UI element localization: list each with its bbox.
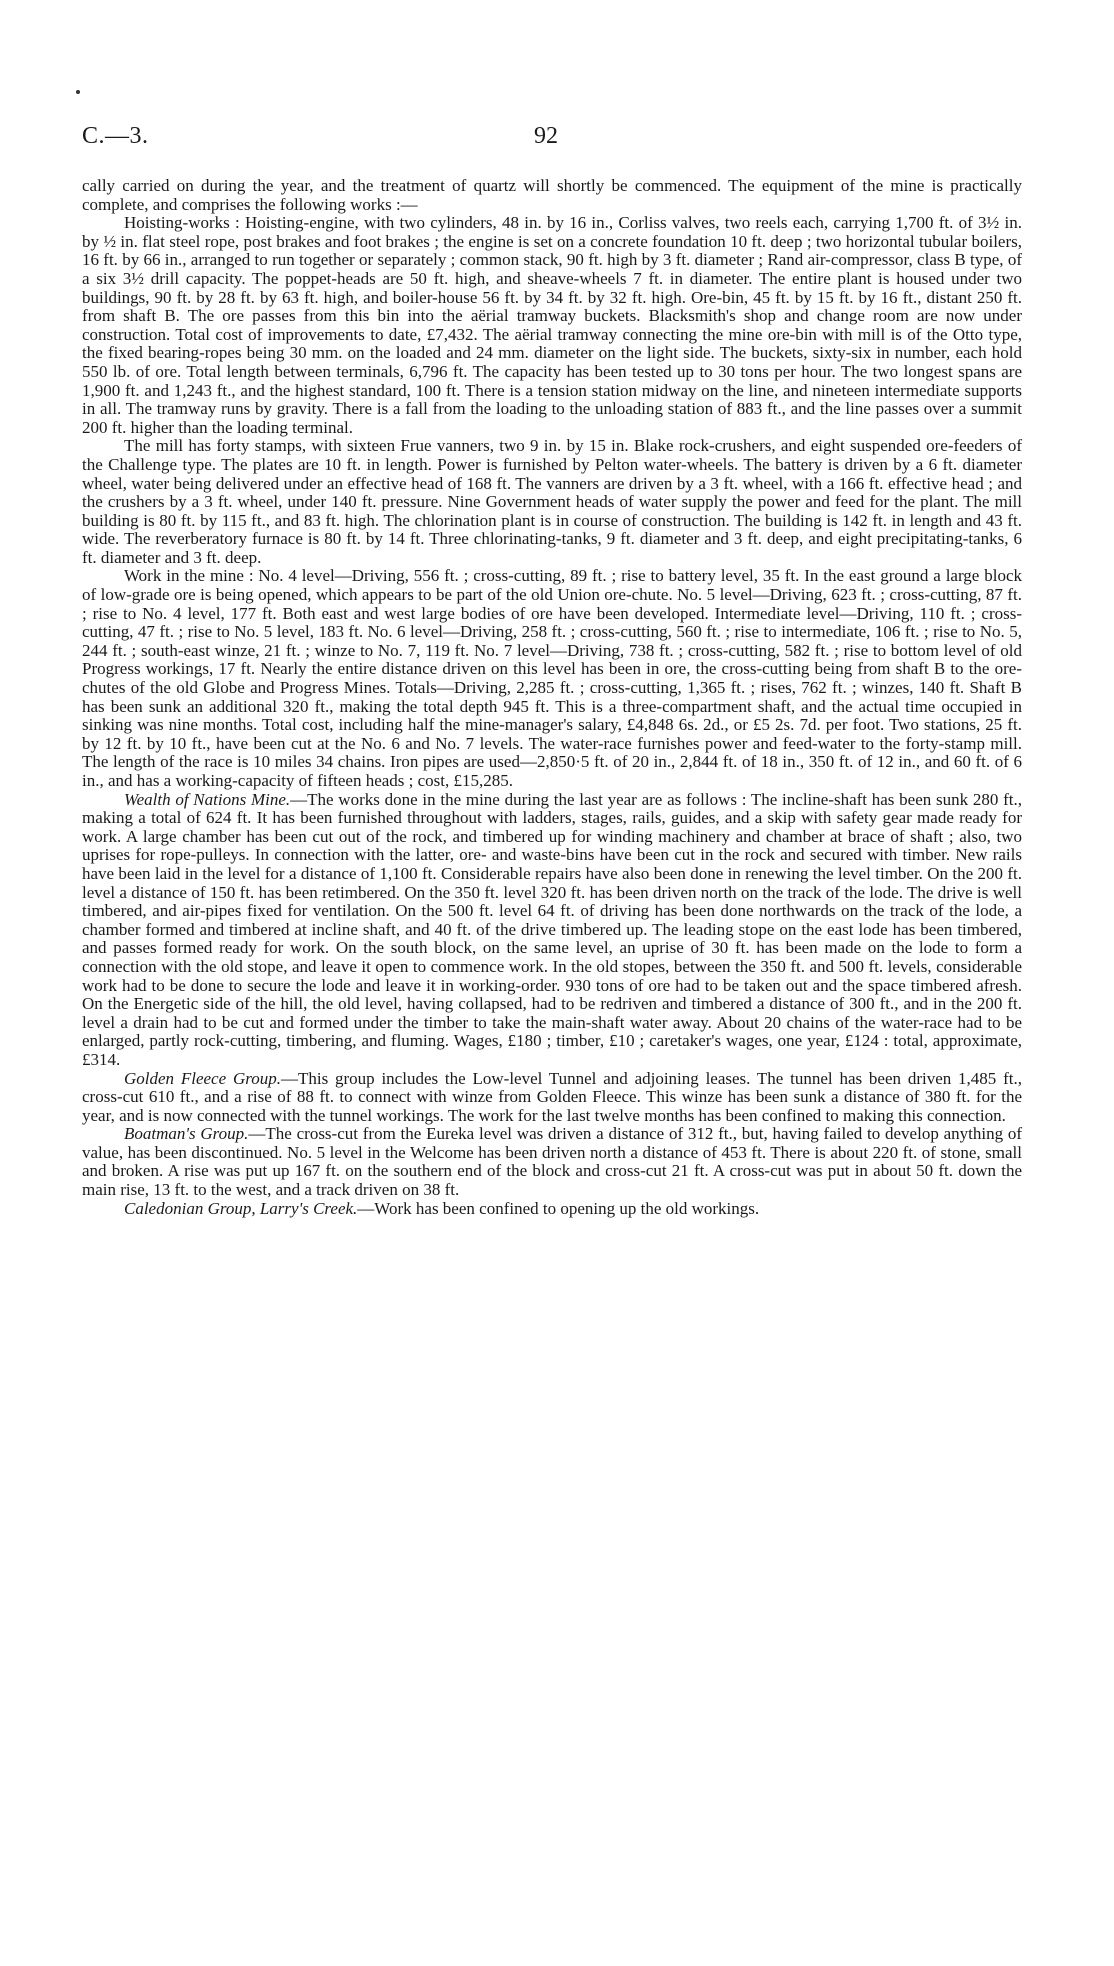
- section-heading: Wealth of Nations Mine.: [124, 789, 291, 809]
- margin-mark: [76, 90, 80, 94]
- paragraph-text: —The cross-cut from the Eureka level was driven a distance of 312 ft., but, having failed to develop anything of value, has been discontinued. No. 5 level in the Welcome has been driven north a distance of 453 ft. There is about 220 ft. of stone, small and broken. A rise was put up 167 ft. on the southern end of the block and cross-cut 21 ft. A cross-cut was put in about 50 ft. down the main rise, 13 ft. to the west, and a track driven on 38 ft.: [82, 1124, 1022, 1200]
- paragraph-boatmans-group: [82, 1125, 1022, 1199]
- section-heading: Boatman's Group.: [124, 1124, 249, 1144]
- section-heading: Golden Fleece Group.: [124, 1068, 281, 1088]
- document-reference: C.—3.: [82, 123, 149, 149]
- paragraph-work-in-mine: [82, 567, 1022, 790]
- paragraph-text: Hoisting-works : Hoisting-engine, with two cylinders, 48 in. by 16 in., Corliss valves, two reels each, carrying 1,700 ft. of 3½ in. by ½ in. flat steel rope, post brakes and foot brakes ; the engine is set on a concrete foundation 10 ft. deep ; two horizontal tubular boilers, 16 ft. by 66 in., arranged to run together or separately ; common stack, 90 ft. high by 3 ft. diameter ; Rand air-compressor, class B type, of a six 3½ drill capacity. The poppet-heads are 50 ft. high, and sheave-wheels 7 ft. in diameter. The entire plant is housed under two buildings, 90 ft. by 28 ft. by 63 ft. high, and boiler-house 56 ft. by 34 ft. by 32 ft. high. Ore-bin, 45 ft. by 15 ft. by 16 ft., distant 250 ft. from shaft B. The ore passes from this bin into the aërial tramway buckets. Blacksmith's shop and change room are now under construction. Total cost of improvements to date, £7,432. The aërial tramway connecting the mine ore-bin with mill is of the Otto type, the fixed bearing-ropes being 30 mm. on the loaded and 24 mm. diameter on the light side. The buckets, sixty-six in number, each hold 550 lb. of ore. Total length between terminals, 6,796 ft. The capacity has been tested up to 30 tons per hour. The two longest spans are 1,900 ft. and 1,243 ft., and the highest standard, 100 ft. There is a tension station midway on the line, and nineteen intermediate supports in all. The tramway runs by gravity. There is a fall from the loading to the unloading station of 883 ft., and the line passes over a summit 200 ft. higher than the loading terminal.: [82, 213, 1022, 437]
- paragraph-text: —Work has been confined to opening up the old workings.: [357, 1198, 760, 1218]
- paragraph-text: —This group includes the Low-level Tunnel and adjoining leases. The tunnel has been driven 1,485 ft., cross-cut 610 ft., and a rise of 88 ft. to connect with winze from Golden Fleece. This winze has been sunk a distance of 380 ft. for the year, and is now connected with the tunnel workings. The work for the last twelve months has been confined to making this connection.: [82, 1068, 1022, 1125]
- paragraph-text: —The works done in the mine during the last year are as follows : The incline-shaft has been sunk 280 ft., making a total of 624 ft. It has been furnished throughout with ladders, stages, rails, guides, and a skip with safety gear made ready for work. A large chamber has been cut out of the rock, and timbered up for winding machinery and chamber at brace of shaft ; also, two uprises for rope-pulleys. In connection with the latter, ore- and waste-bins have been cut in the rock and secured with timber. New rails have been laid in the level for a distance of 1,100 ft. Considerable repairs have also been done in renewing the level timber. On the 200 ft. level a distance of 150 ft. has been retimbered. On the 350 ft. level 320 ft. has been driven north on the track of the lode. The drive is well timbered, and air-pipes fixed for ventilation. On the 500 ft. level 64 ft. of driving has been done northwards on the track of the lode, a chamber formed and timbered at incline shaft, and 40 ft. of the drive timbered up. The leading stope on the east lode has been timbered, and passes formed ready for work. On the south block, on the same level, an uprise of 30 ft. has been made on the lode to form a connection with the old stope, and leave it open to commence work. In the old stopes, between the 350 ft. and 500 ft. levels, considerable work had to be done to secure the lode and leave it in working-order. 930 tons of ore had to be taken out and the space timbered afresh. On the Energetic side of the hill, the old level, having collapsed, had to be redriven and timbered a distance of 300 ft., and in the 200 ft. level a drain had to be cut and formed under the timber to take the main-shaft water away. About 20 chains of the water-race had to be enlarged, partly rock-cutting, timbering, and fluming. Wages, £180 ; timber, £10 ; caretaker's wages, one year, £124 : total, approximate, £314.: [82, 789, 1022, 1069]
- report-body: [82, 177, 1022, 1218]
- paragraph-text: The mill has forty stamps, with sixteen Frue vanners, two 9 in. by 15 in. Blake rock-crushers, and eight suspended ore-feeders of the Challenge type. The plates are 10 ft. in length. Power is furnished by Pelton water-wheels. The battery is driven by a 6 ft. diameter wheel, water being delivered under an effective head of 168 ft. The vanners are driven by a 3 ft. wheel, with a 166 ft. effective head ; and the crushers by a 3 ft. wheel, under 140 ft. pressure. Nine Government heads of water supply the power and feed for the plant. The mill building is 80 ft. by 115 ft., and 83 ft. high. The chlorination plant is in course of construction. The building is 142 ft. in length and 43 ft. wide. The reverberatory furnace is 80 ft. by 14 ft. Three chlorinating-tanks, 9 ft. diameter and 3 ft. deep, and eight precipitating-tanks, 6 ft. diameter and 3 ft. deep.: [82, 436, 1022, 567]
- paragraph-text: Work in the mine : No. 4 level—Driving, 556 ft. ; cross-cutting, 89 ft. ; rise to battery level, 35 ft. In the east ground a large block of low-grade ore is being opened, which appears to be part of the old Union ore-chute. No. 5 level—Driving, 623 ft. ; cross-cutting, 87 ft. ; rise to No. 4 level, 177 ft. Both east and west large bodies of ore have been developed. Intermediate level—Driving, 110 ft. ; cross-cutting, 47 ft. ; rise to No. 5 level, 183 ft. No. 6 level—Driving, 258 ft. ; cross-cutting, 560 ft. ; rise to intermediate, 106 ft. ; rise to No. 5, 244 ft. ; south-east winze, 21 ft. ; winze to No. 7, 119 ft. No. 7 level—Driving, 738 ft. ; cross-cutting, 582 ft. ; rise to bottom level of old Progress workings, 17 ft. Nearly the entire distance driven on this level has been in ore, the cross-cutting being from shaft B to the ore-chutes of the old Globe and Progress Mines. Totals—Driving, 2,285 ft. ; cross-cutting, 1,365 ft. ; rises, 762 ft. ; winzes, 140 ft. Shaft B has been sunk an additional 320 ft., making the total depth 945 ft. This is a three-compartment shaft, and the actual time occupied in sinking was nine months. Total cost, including half the mine-manager's salary, £4,848 6s. 2d., or £5 2s. 7d. per foot. Two stations, 25 ft. by 12 ft. by 10 ft., have been cut at the No. 6 and No. 7 levels. The water-race furnishes power and feed-water to the forty-stamp mill. The length of the race is 10 miles 34 chains. Iron pipes are used—2,850·5 ft. of 20 in., 2,844 ft. of 18 in., 350 ft. of 12 in., and 60 ft. of 6 in., and has a working-capacity of fifteen heads ; cost, £15,285.: [82, 566, 1022, 790]
- section-heading: Caledonian Group, Larry's Creek.: [124, 1198, 358, 1218]
- page-header: [82, 123, 1032, 157]
- paragraph-continuation: [82, 177, 1022, 214]
- page-number: 92: [534, 123, 558, 149]
- paragraph-wealth-of-nations: [82, 791, 1022, 1070]
- paragraph-hoisting-works: [82, 214, 1022, 437]
- paragraph-caledonian-group: [82, 1200, 1022, 1219]
- paragraph-mill: [82, 437, 1022, 567]
- paragraph-text: cally carried on during the year, and the treatment of quartz will shortly be commenced. The equipment of the mine is practically complete, and comprises the following works :—: [82, 176, 1022, 214]
- paragraph-golden-fleece: [82, 1070, 1022, 1126]
